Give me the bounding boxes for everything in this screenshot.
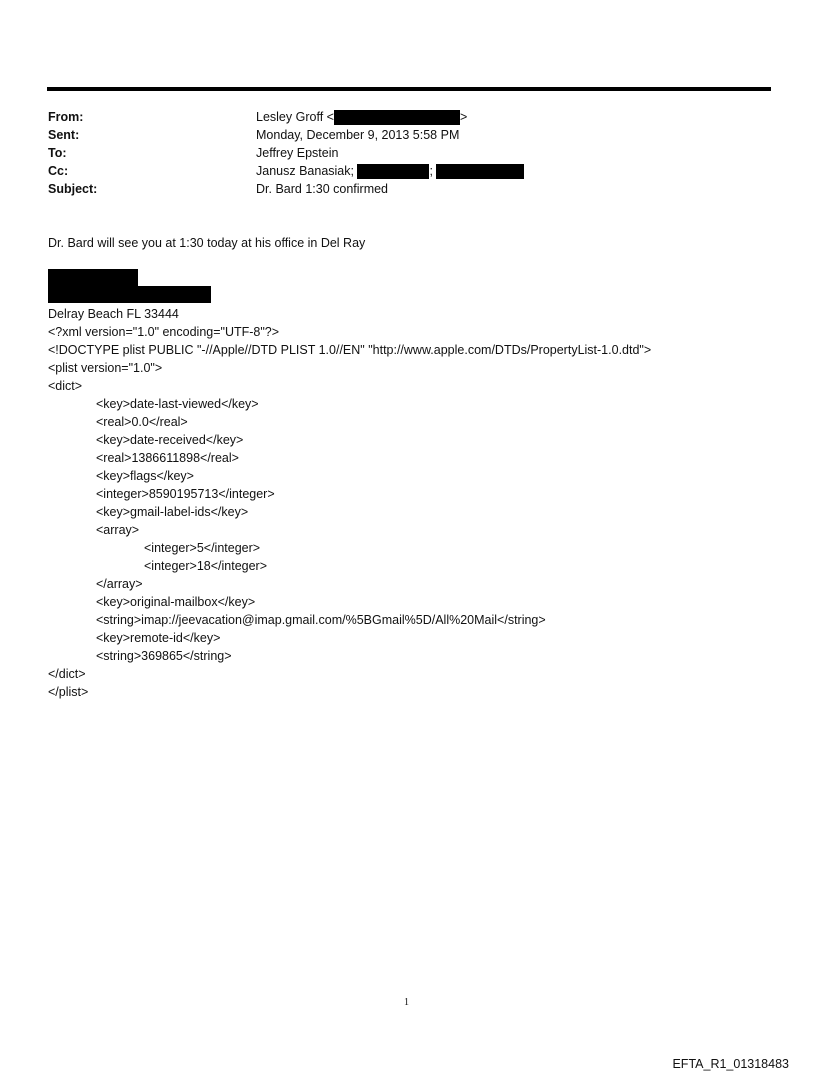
xml-line: <string>369865</string> xyxy=(96,649,232,663)
cc-label: Cc: xyxy=(48,164,69,178)
to-label: To: xyxy=(48,146,67,160)
sent-value: Monday, December 9, 2013 5:58 PM xyxy=(256,128,460,142)
redaction-box xyxy=(436,164,524,179)
xml-line: <?xml version="1.0" encoding="UTF-8"?> xyxy=(48,325,280,339)
from-name: Lesley Groff < xyxy=(256,110,334,124)
redaction-box xyxy=(334,110,460,125)
xml-line: <integer>5</integer> xyxy=(144,541,261,555)
xml-line: </dict> xyxy=(48,667,86,681)
xml-line: <key>gmail-label-ids</key> xyxy=(96,505,249,519)
page-number: 1 xyxy=(404,997,409,1008)
subject-label: Subject: xyxy=(48,182,98,196)
plist-xml-block xyxy=(48,323,651,701)
from-close: > xyxy=(459,110,468,124)
xml-line: <key>original-mailbox</key> xyxy=(96,595,256,609)
xml-line: <key>date-last-viewed</key> xyxy=(96,397,259,411)
redaction-box xyxy=(48,269,138,286)
xml-line: <plist version="1.0"> xyxy=(48,361,163,375)
cc-separator: ; xyxy=(429,164,433,178)
from-label: From: xyxy=(48,110,84,124)
subject-value: Dr. Bard 1:30 confirmed xyxy=(256,182,389,196)
cc-value xyxy=(256,162,524,180)
redaction-box xyxy=(357,164,429,179)
xml-line: <dict> xyxy=(48,379,83,393)
xml-line: <key>flags</key> xyxy=(96,469,194,483)
xml-line: <key>remote-id</key> xyxy=(96,631,221,645)
sent-label: Sent: xyxy=(48,128,80,142)
xml-line: <key>date-received</key> xyxy=(96,433,244,447)
xml-line: <array> xyxy=(96,523,140,537)
xml-line: <string>imap://jeevacation@imap.gmail.com/%5BGmail%5D/All%20Mail</string> xyxy=(96,613,546,627)
xml-line: <real>0.0</real> xyxy=(96,415,188,429)
address-city: Delray Beach FL 33444 xyxy=(48,307,179,321)
redaction-box xyxy=(48,286,211,303)
cc-name: Janusz Banasiak; xyxy=(256,164,354,178)
to-value: Jeffrey Epstein xyxy=(256,146,339,160)
xml-line: </array> xyxy=(96,577,143,591)
from-value xyxy=(256,108,467,126)
message-body: Dr. Bard will see you at 1:30 today at his office in Del Ray xyxy=(48,236,366,250)
xml-line: <!DOCTYPE plist PUBLIC "-//Apple//DTD PLIST 1.0//EN" "http://www.apple.com/DTDs/PropertyList-1.0.dtd"> xyxy=(48,343,652,357)
xml-line: <integer>18</integer> xyxy=(144,559,268,573)
xml-line: <real>1386611898</real> xyxy=(96,451,239,465)
header-rule xyxy=(47,87,771,91)
bates-stamp: EFTA_R1_01318483 xyxy=(672,1057,789,1071)
xml-line: <integer>8590195713</integer> xyxy=(96,487,275,501)
xml-line: </plist> xyxy=(48,685,89,699)
